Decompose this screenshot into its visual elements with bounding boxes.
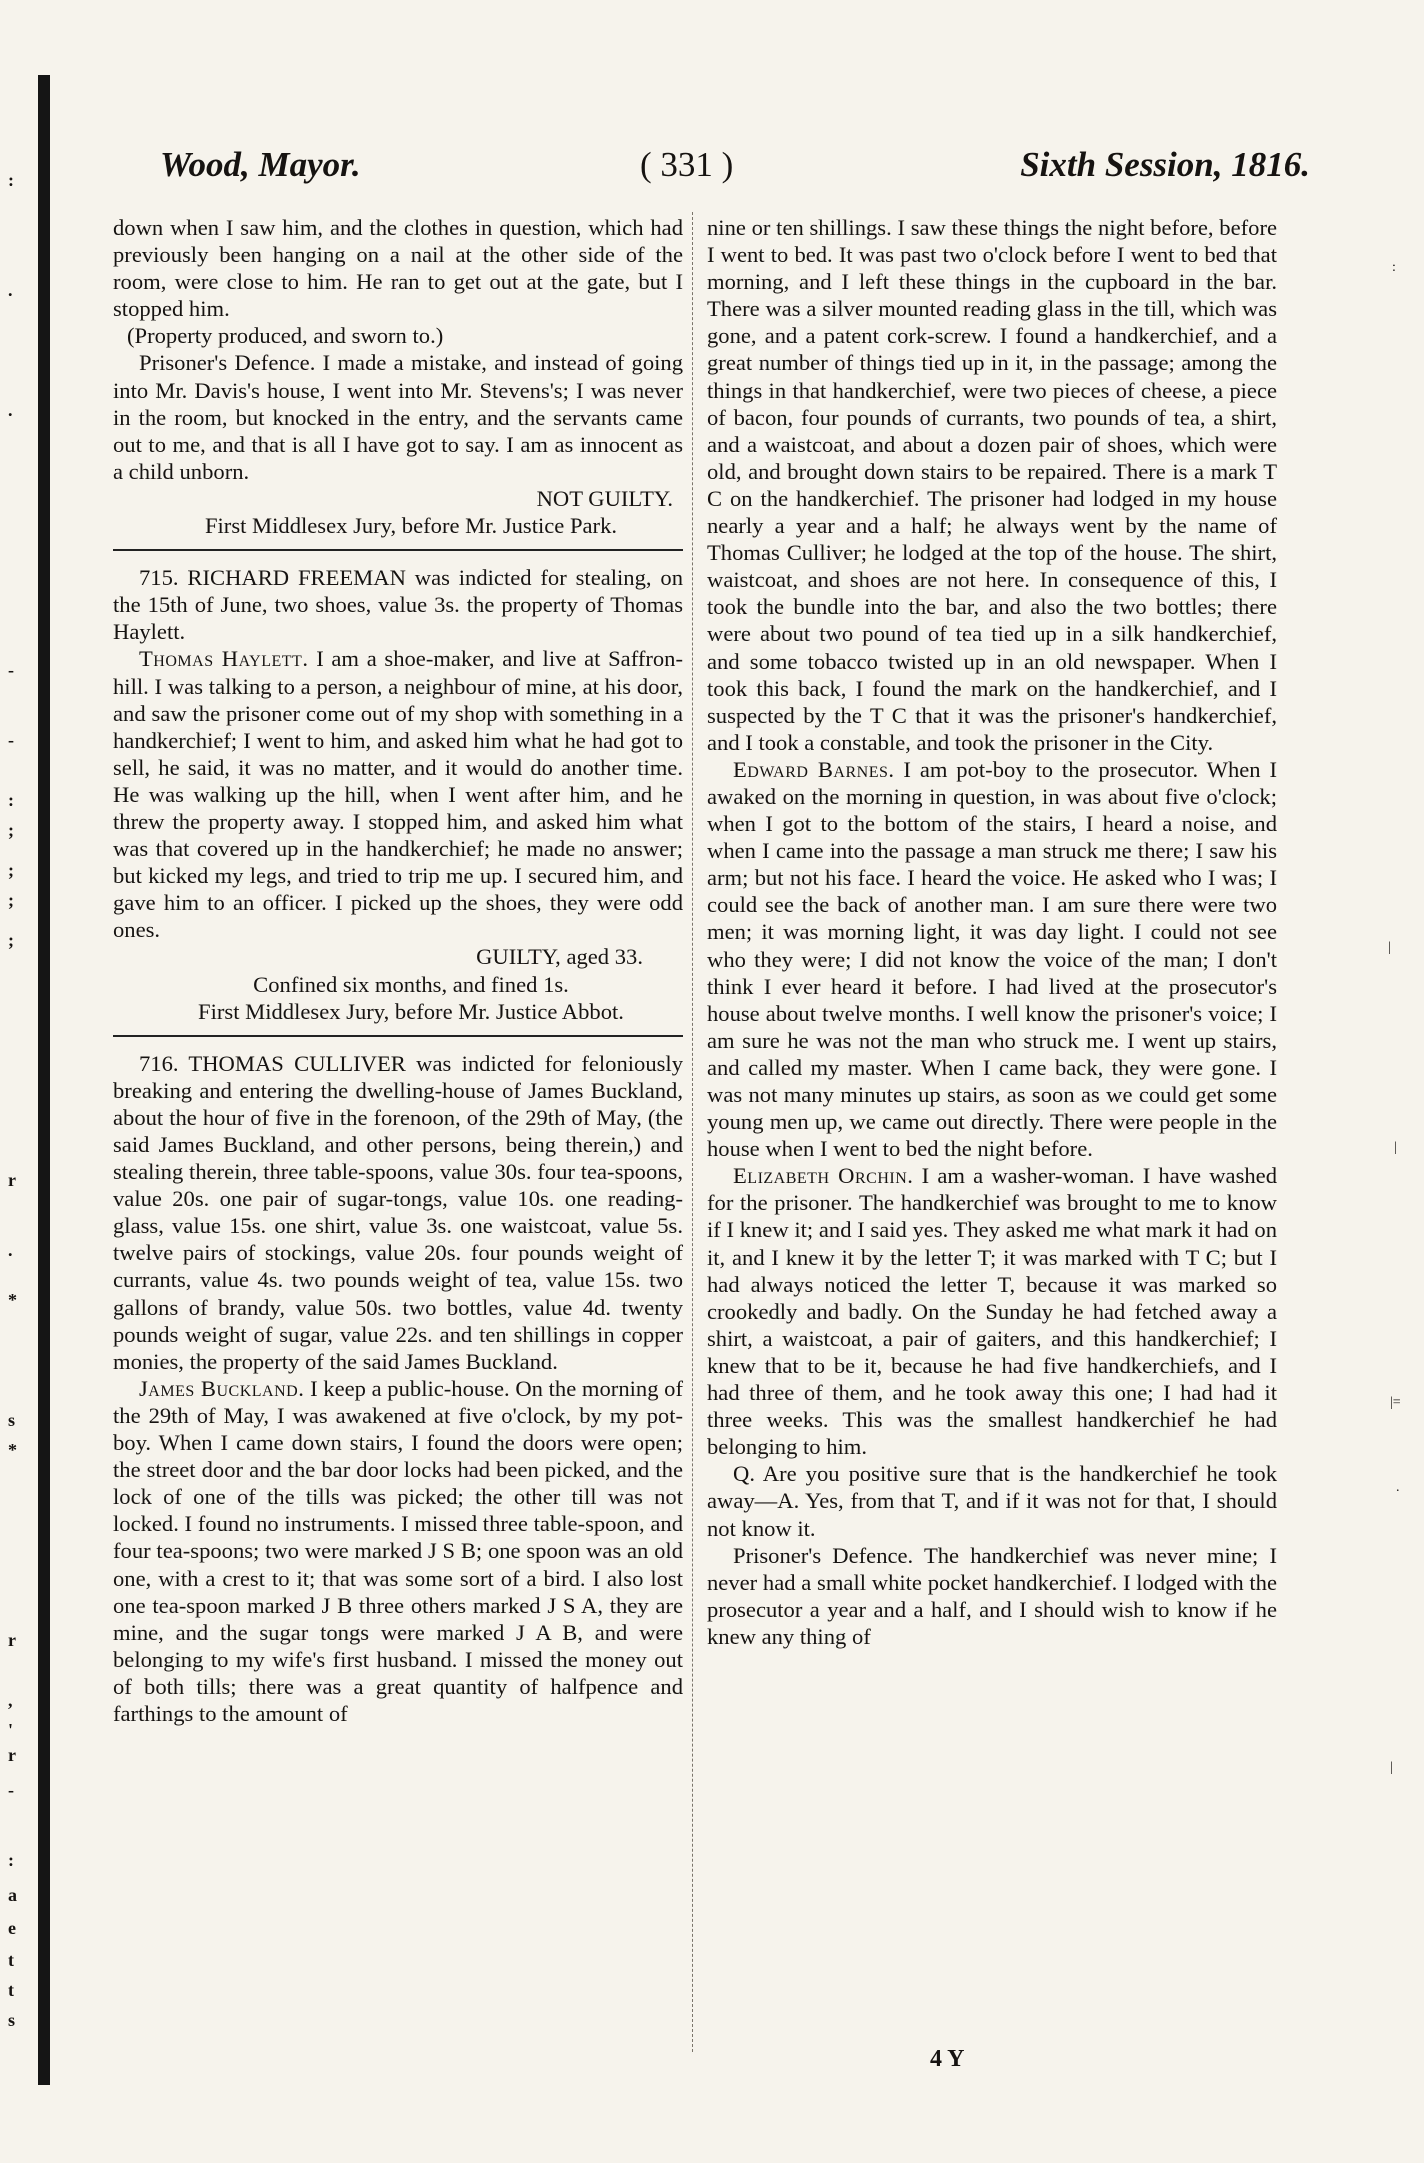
header-right-session: Sixth Session, 1816. bbox=[1020, 145, 1310, 184]
jury-line: First Middlesex Jury, before Mr. Justice Abbot. bbox=[198, 998, 624, 1024]
testimony-paragraph bbox=[113, 645, 683, 943]
paragraph: down when I saw him, and the clothes in question, which had previously been hanging on a nail at the other side of the room, were close to him. He ran to get out at the gate, but I stopped him. bbox=[113, 215, 683, 322]
left-column bbox=[113, 214, 683, 1727]
witness-name: Thomas Haylett. bbox=[139, 646, 309, 672]
witness-name: Elizabeth Orchin. bbox=[733, 1163, 914, 1189]
header-left-title: Wood, Mayor. bbox=[160, 145, 361, 184]
page-header bbox=[160, 142, 1310, 188]
page-binding-shadow bbox=[38, 75, 50, 2085]
paragraph: 716. THOMAS CULLIVER was indicted for feloniously breaking and entering the dwelling-house of James Buckland, about the hour of five in the forenoon, of the 29th of May, (the said James Buckland, and other persons, being therein,) and stealing therein, three table-spoons, value 30s. four tea-spoons, value 20s. one pair of sugar-tongs, value 10s. one reading-glass, value 15s. one shirt, value 3s. one waistcoat, value 5s. twelve pairs of stockings, value 20s. four pounds weight of currants, value 4s. two pounds weight of tea, value 15s. two gallons of brandy, value 50s. two bottles, value 4d. twenty pounds weight of sugar, value 22s. and ten shillings in copper monies, the property of the said James Buckland. bbox=[113, 1050, 683, 1374]
testimony-paragraph bbox=[113, 1375, 683, 1727]
testimony-text: I keep a public-house. On the morning of the 29th of May, I was awakened at five o'clock, by my pot-boy. When I came down stairs, I found the doors were open; the street door and the bar door locks had been picked, and the lock of one of the tills was picked; the other till was not locked. I found no instruments. I missed three table-spoon, and four tea-spoons; two were marked J S B; one spoon was an old one, with a crest to it; that was some sort of a bird. I also lost one tea-spoon marked J B three others marked J S A, they are mine, and the sugar tongs were marked J A B, and were belonging to my wife's first husband. I missed the money out of both tills; there was a great quantity of halfpence and farthings to the amount of bbox=[113, 1375, 683, 1726]
paragraph: (Property produced, and sworn to.) bbox=[127, 323, 444, 349]
page-number: ( 331 ) bbox=[640, 145, 734, 184]
sentence-line: Confined six months, and fined 1s. bbox=[253, 971, 569, 997]
right-margin-bleed-marks: : | | |= . | bbox=[1388, 260, 1401, 1775]
testimony-text: I am a shoe-maker, and live at Saffron-hill. I was talking to a person, a neighbour of mine, at his door, and saw the prisoner come out of my shop with something in a handkerchief; I went to him, and asked him what he had got to sell, he said, it was no matter, and it would do another time. He was walking up the hill, when I went after him, and he threw the property away. I stopped him, and asked him what was that covered up in the handkerchief; he made no answer; but kicked my legs, and tried to trip me up. I secured him, and gave him to an officer. I picked up the shoes, they were odd ones. bbox=[113, 646, 683, 943]
testimony-paragraph bbox=[707, 756, 1277, 1162]
paragraph: Prisoner's Defence. The handkerchief was never mine; I never had a small white pocket handkerchief. I lodged with the prosecutor a year and a half, and I should wish to know if he knew any thing of bbox=[707, 1542, 1277, 1649]
testimony-paragraph bbox=[707, 1162, 1277, 1460]
signature-mark: 4 Y bbox=[930, 2046, 965, 2072]
paragraph: Prisoner's Defence. I made a mistake, and instead of going into Mr. Davis's house, I went into Mr. Stevens's; I was never in the room, but knocked in the entry, and the servants came out to me, and that is all I have got to say. I am as innocent as a child unborn. bbox=[113, 350, 683, 484]
verdict: GUILTY, aged 33. bbox=[476, 944, 643, 970]
testimony-text: I am a washer-woman. I have washed for the prisoner. The handkerchief was brought to me to know if I knew it; and I said yes. They asked me what mark it had on it, and I knew it by the letter T; it was marked with T C; but I had always noticed the letter T, because it was marked so crookedly and badly. On the Sunday he had fetched away a shirt, a waistcoat, a pair of gaiters, and this handkerchief; I knew that to be it, because he had five handkerchiefs, and I had three of them, and he took away this one; I had had it three weeks. This was the smallest handkerchief he had belonging to him. bbox=[707, 1163, 1277, 1460]
witness-name: James Buckland. bbox=[139, 1375, 305, 1401]
verdict: NOT GUILTY. bbox=[536, 485, 673, 511]
paragraph: Q. Are you positive sure that is the handkerchief he took away—A. Yes, from that T, and if it was not for that, I should not know it. bbox=[707, 1461, 1277, 1541]
testimony-text: I am pot-boy to the prosecutor. When I awaked on the morning in question, in was about five o'clock; when I got to the bottom of the stairs, I heard a noise, and when I came into the passage a man struck me there; I saw his arm; but not his face. I heard the voice. He asked who I was; I could see the back of another man. I am sure there were two men; it was morning light, it was day light. I could not see who they were; I did not know the voice of the man; I don't think I ever heard it before. I had lived at the prosecutor's house about twelve months. I well know the prisoner's voice; I am sure he was not the man who struck me. I went up stairs, and called my master. When I came back, they were gone. I was not many minutes up stairs, as soon as we could get some young men up, we came out directly. There were people in the house when I went to bed the night before. bbox=[707, 756, 1278, 1162]
witness-name: Edward Barnes. bbox=[733, 756, 895, 782]
paragraph: 715. RICHARD FREEMAN was indicted for stealing, on the 15th of June, two shoes, value 3s. the property of Thomas Haylett. bbox=[113, 565, 683, 645]
section-rule bbox=[113, 549, 683, 551]
section-rule bbox=[113, 1035, 683, 1037]
left-margin-bleed-marks: : . . - - : ; ; ; ; r . * s * r , ' r - : a e t t s bbox=[8, 170, 17, 2030]
right-column bbox=[707, 214, 1277, 1650]
column-divider bbox=[692, 212, 693, 2052]
jury-line: First Middlesex Jury, before Mr. Justice Park. bbox=[204, 513, 618, 539]
paragraph: nine or ten shillings. I saw these things the night before, before I went to bed. It was past two o'clock before I went to bed that morning, and I left these things in the cupboard in the bar. There was a silver mounted reading glass in the till, which was gone, and a patent cork-screw. I found a handkerchief, and a great number of things tied up in it, in the passage; among the things in that handkerchief, were two pieces of cheese, a piece of bacon, four pounds of currants, two pounds of tea, a shirt, and a waistcoat, and about a dozen pair of shoes, which were old, and brought down stairs to be repaired. There is a mark T C on the handkerchief. The prisoner had lodged in my house nearly a year and a half; he always went by the name of Thomas Culliver; he lodged at the top of the house. The shirt, waistcoat, and shoes are not here. In consequence of this, I took the bundle into the bar, and also the two bottles; there were about two pound of tea tied up in a silk handkerchief, and some tobacco twisted up in an old newspaper. When I took this back, I found the mark on the handkerchief, and I suspected by the T C that it was the prisoner's handkerchief, and I took a constable, and took the prisoner in the City. bbox=[707, 215, 1277, 755]
